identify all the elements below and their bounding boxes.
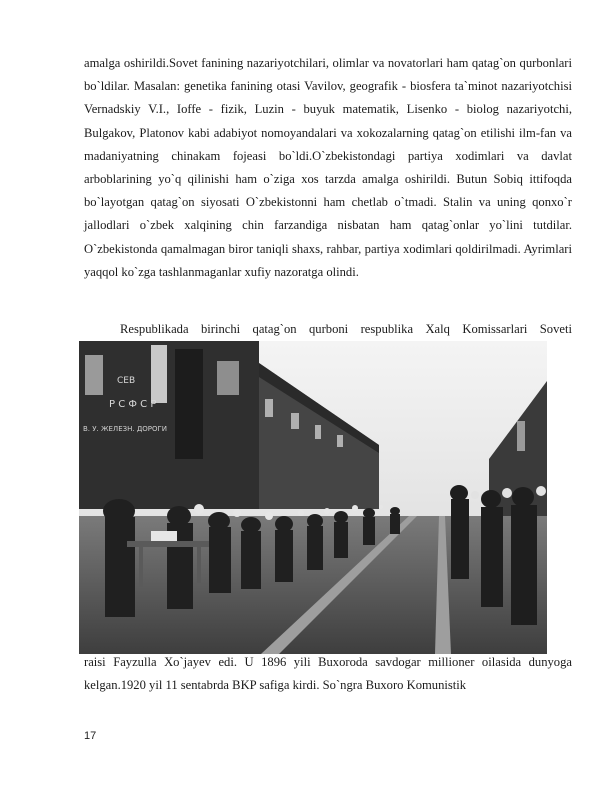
wagon-text-2: Р С Ф С Р bbox=[109, 399, 157, 410]
wagon-text-1: СЕВ bbox=[117, 376, 136, 386]
paragraph-3 bbox=[84, 651, 572, 697]
page-number: 17 bbox=[84, 730, 97, 742]
paragraph-2-text: Respublikada birinchi qatag`on qurboni respublika Xalq Komissarlari Soveti bbox=[120, 322, 572, 336]
paragraph-2 bbox=[84, 318, 572, 341]
paragraph-3-text: raisi Fayzulla Xo`jayev edi. U 1896 yili Buxoroda savdogar millioner oilasida dunyoga kelgan.1920 yil 11 sentabrda BKP safiga kirdi. So`ngra Buxoro Komunistik bbox=[84, 655, 572, 693]
paragraph-1-text: amalga oshirildi.Sovet fanining nazariyotchilari, olimlar va novatorlari ham qatag`on qurbonlari bo`ldilar. Masalan: genetika fanining otasi Vavilov, geografik - biosfera ta`minot nazariyotchisi Vernadskiy V.I., Ioffe - fizik, Luzin - buyuk matematik, Lisenko - biolog nazariyotchi, Bulgakov, Platonov kabi adabiyot nomoyandalari va xokozalarning qatag`on etilishi ilm-fan va madaniyatning chinakam fojeasi bo`ldi.O`zbekistondagi partiya xodimlari va davlat arboblarining yo`q qilinishi ham o`ziga xos tarzda amalga oshirildi. Butun Sobiq ittifoqda bo`layotgan qatag`on siyosati O`zbekistonni ham chetlab o`tmadi. Stalin va uning qonxo`r jallodlari o`zbek xalqining chin farzandiga nisbatan ham qatag`onlar yo`lini tutdilar. O`zbekistonda qamalmagan biror taniqli shaxs, rahbar, partiya xodimlari qoldirilmadi. Ayrimlari yaqqol ko`zga tashlanmaganlar xufiy nazoratga olindi. bbox=[84, 56, 572, 279]
train-station-photo-illustration bbox=[79, 341, 547, 654]
paragraph-1 bbox=[84, 52, 572, 284]
wagon-text-3: В. У. ЖЕЛЕЗН. ДОРОГИ bbox=[83, 425, 168, 433]
historical-photo bbox=[79, 341, 547, 654]
